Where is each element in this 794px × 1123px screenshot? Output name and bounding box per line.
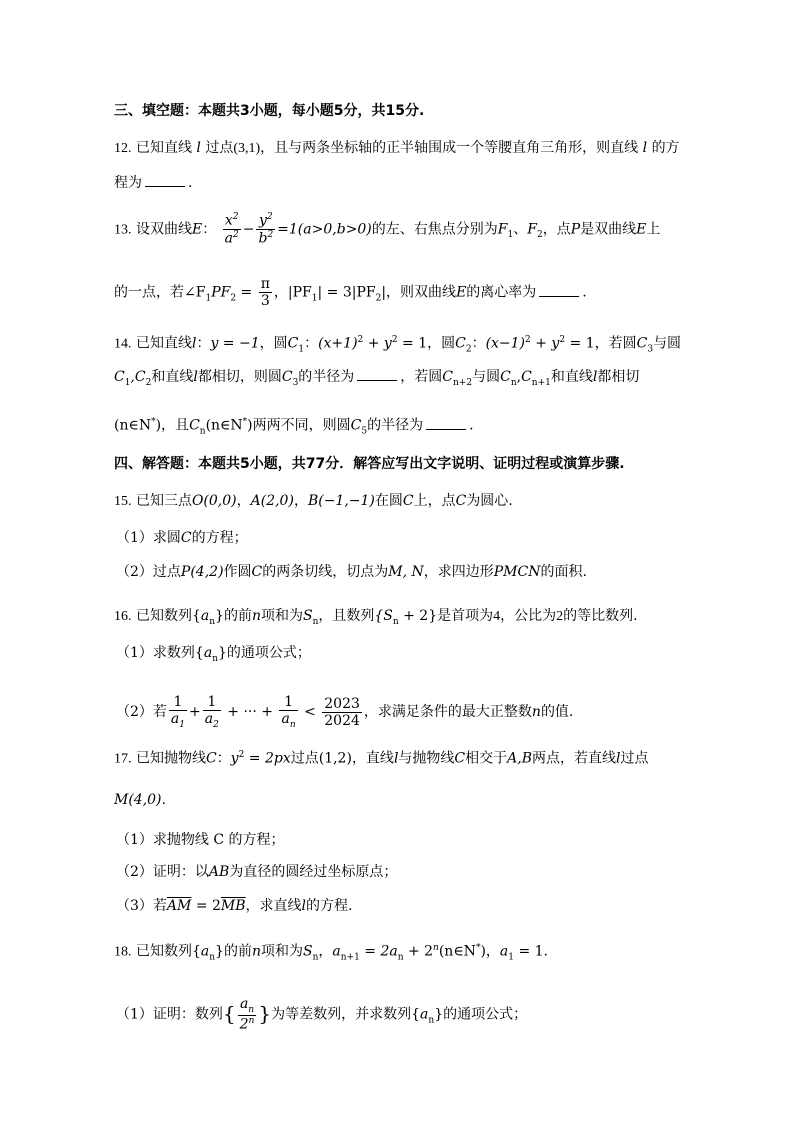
- q16-part2: （2）若 $\frac{1}{a_1}$ + $\frac{1}{a_2}$ + ··· + $\frac{1}{a_n}$ < $\frac{2023}{2024}$ ，求满足条件的最大正整数n的值.: [116, 694, 574, 730]
- q14-line1: 14. 已知直线l：y = −1，圆$C_1$：$(x+1)^2 + y^2 = 1$，圆$C_2$：$(x-1)^2 + y^2 = 1$，若圆$C_3$与圆: [114, 335, 682, 355]
- section-4-heading: 四、解答题：本题共5小题，共77分．解答应写出文字说明、证明过程或演算步骤.: [114, 456, 625, 472]
- q15-line1: 15. 已知三点O(0,0)，A(2,0)，B(−1,−1)在圆C上，点C为圆心.: [114, 493, 513, 509]
- section-3-heading: 三、填空题：本题共3小题，每小题5分，共15分.: [114, 103, 425, 119]
- answer-blank[interactable]: [357, 379, 397, 381]
- q17-part1: （1）求抛物线 C 的方程；: [116, 832, 285, 848]
- answer-blank[interactable]: [426, 428, 466, 430]
- q17-part2: （2）证明：以AB为直径的圆经过坐标原点；: [116, 864, 398, 880]
- q17-part3: （3）若$\overline{AM} = 2\overline{MB}$，求直线l的方程.: [116, 898, 353, 914]
- q14-line3: (n∈N*)，且$C_n(n\in N^*)$两两不同，则圆$C_5$的半径为 .: [114, 417, 474, 437]
- q15-part2: （2）过点P(4,2)作圆C的两条切线，切点为M, N，求四边形PMCN的面积.: [116, 564, 587, 580]
- q13-line1: 13. 设双曲线E： $\frac{x^2}{a^2}$ − $\frac{y^2}{b^2}$ =1(a>0,b>0)的左、右焦点分别为$F_1$、$F_2$，点P是双曲线E上: [114, 212, 661, 247]
- q14-line2: $C_1,C_2$和直线l都相切，则圆$C_3$的半径为 ，若圆$C_{n+2}$与圆$C_n,C_{n+1}$和直线l都相切: [114, 369, 640, 388]
- q16-part1: （1）求数列$\{a_n\}$的通项公式；: [116, 645, 311, 664]
- q12-line1: 12. 已知直线 l 过点(3,1)，且与两条坐标轴的正半轴围成一个等腰直角三角形，则直线 l 的方: [114, 140, 680, 156]
- q13-line2: 的一点，若$\angle F_1PF_2$ = $\frac{\pi}{3}$ ，$|PF_1| = 3|PF_2|$，则双曲线E的离心率为 .: [114, 276, 587, 310]
- q17-line2: M(4,0).: [114, 792, 166, 808]
- q15-part1: （1）求圆C的方程；: [116, 530, 248, 546]
- q12-line2: 程为 .: [114, 175, 193, 191]
- answer-blank[interactable]: [539, 295, 579, 297]
- q18-part1: （1）证明：数列{ $\frac{a_n}{2^n}$ }为等差数列，并求数列$\{a_n\}$的通项公式；: [116, 996, 528, 1033]
- answer-blank[interactable]: [145, 185, 185, 187]
- q17-line1: 17. 已知抛物线C：$y^2 = 2px$过点(1,2)，直线l与抛物线C相交于A,B两点，若直线l过点: [114, 750, 649, 767]
- q16-line1: 16. 已知数列$\{a_n\}$的前n项和为$S_n$，且数列$\{S_n + 2\}$是首项为4，公比为2的等比数列.: [114, 608, 638, 627]
- q18-line1: 18. 已知数列$\{a_n\}$的前n项和为$S_n$，$a_{n+1} = 2a_n$ + $2^n(n\in N^*)$，$a_1 = 1$.: [114, 943, 548, 963]
